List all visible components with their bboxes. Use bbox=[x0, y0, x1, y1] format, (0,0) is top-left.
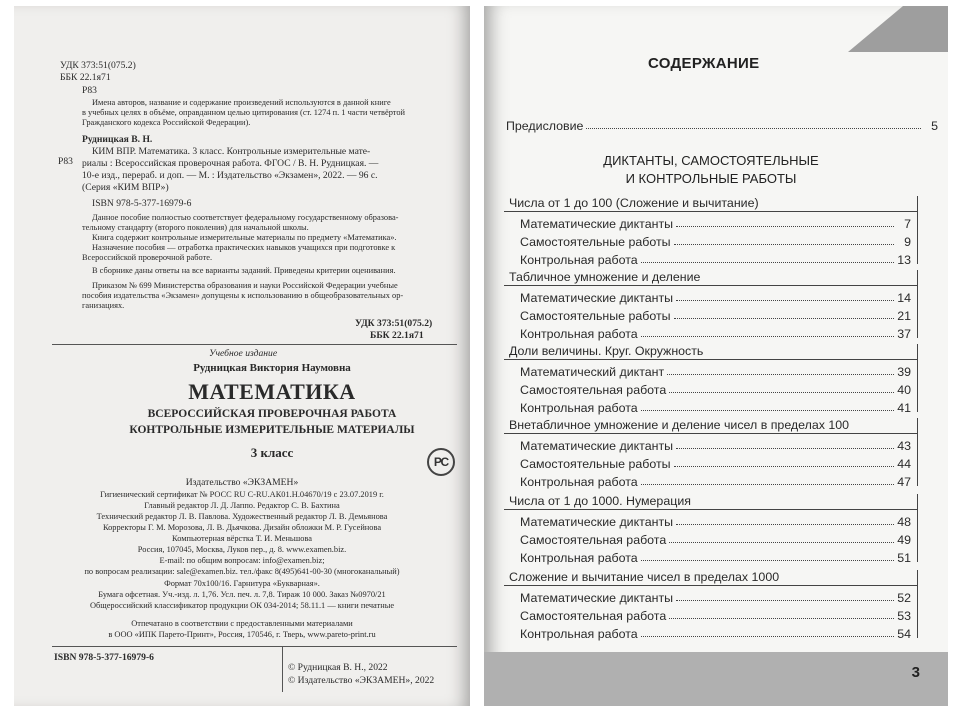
section-heading: И КОНТРОЛЬНЫЕ РАБОТЫ bbox=[625, 171, 797, 186]
page-footer-band bbox=[484, 652, 948, 706]
copyright-note-line: Гражданского кодекса Российской Федерации). bbox=[82, 118, 251, 127]
author-heading: Рудницкая В. Н. bbox=[82, 134, 153, 145]
leader-dots bbox=[674, 466, 894, 467]
toc-entry-label: Самостоятельная работа bbox=[520, 383, 667, 397]
toc-entry-label: Математические диктанты bbox=[520, 515, 674, 529]
toc-group-title: Числа от 1 до 100 (Сложение и вычитание) bbox=[509, 196, 759, 210]
toc-entry[interactable] bbox=[520, 588, 911, 605]
section-heading: ДИКТАНТЫ, САМОСТОЯТЕЛЬНЫЕ bbox=[603, 153, 819, 168]
toc-entry[interactable] bbox=[520, 250, 911, 267]
toc-group bbox=[504, 196, 918, 267]
annotation-line: Приказом № 699 Министерства образования и науки Российской Федерации учебные bbox=[92, 281, 398, 290]
toc-group-title: Числа от 1 до 1000. Нумерация bbox=[509, 494, 691, 508]
imprint-line: Главный редактор Л. Д. Лаппо. Редактор С. В. Бахтина bbox=[144, 501, 340, 510]
toc-entry-label: Математический диктант bbox=[520, 365, 665, 379]
toc-entry-preface[interactable] bbox=[506, 116, 938, 133]
toc-page-number: 48 bbox=[897, 515, 911, 529]
imprint-line: Формат 70x100/16. Гарнитура «Букварная». bbox=[164, 579, 320, 588]
toc-group-title: Доли величины. Круг. Окружность bbox=[509, 344, 704, 358]
divider bbox=[504, 359, 918, 360]
toc-page-number: 51 bbox=[897, 551, 911, 565]
toc-entry[interactable] bbox=[520, 214, 911, 231]
imprint-line: по вопросам реализации: sale@examen.biz. тел./факс 8(495)641-00-30 (многоканальный) bbox=[84, 567, 400, 576]
biblio-line: (Серия «КИМ ВПР») bbox=[82, 182, 169, 193]
imprint-line: в ООО «ИПК Парето-Принт», Россия, 170546, г. Тверь, www.pareto-print.ru bbox=[108, 630, 376, 639]
toc-entry[interactable] bbox=[520, 606, 911, 623]
toc-group-title: Внетабличное умножение и деление чисел в пределах 100 bbox=[509, 418, 850, 432]
toc-group bbox=[504, 344, 918, 415]
annotation-line: В сборнике даны ответы на все варианты заданий. Приведены критерии оценивания. bbox=[92, 266, 396, 275]
imprint-line: Технический редактор Л. В. Павлова. Художественный редактор Л. В. Демьянова bbox=[96, 512, 388, 521]
toc-entry-label: Контрольная работа bbox=[520, 327, 638, 341]
toc-page-number: 7 bbox=[904, 217, 911, 231]
toc-entry[interactable] bbox=[520, 454, 911, 471]
leader-dots bbox=[676, 448, 894, 449]
page-corner-decoration bbox=[848, 6, 948, 52]
leader-dots bbox=[641, 336, 894, 337]
author-full-name: Рудницкая Виктория Наумовна bbox=[193, 362, 351, 374]
toc-page-number: 41 bbox=[897, 401, 911, 415]
toc-group bbox=[504, 270, 918, 341]
toc-entry[interactable] bbox=[520, 530, 911, 547]
toc-entry[interactable] bbox=[520, 288, 911, 305]
toc-group-title: Сложение и вычитание чисел в пределах 1000 bbox=[509, 570, 780, 584]
author-code: Р83 bbox=[82, 85, 97, 96]
toc-entry-label: Контрольная работа bbox=[520, 627, 638, 641]
grade-label: 3 класс bbox=[250, 445, 294, 460]
toc-entry[interactable] bbox=[520, 398, 911, 415]
imprint-line: E-mail: по общим вопросам: info@examen.biz; bbox=[159, 556, 325, 565]
toc-entry-label: Контрольная работа bbox=[520, 551, 638, 565]
book-subtitle: ВСЕРОССИЙСКАЯ ПРОВЕРОЧНАЯ РАБОТА bbox=[147, 408, 397, 420]
toc-entry-label: Математические диктанты bbox=[520, 591, 674, 605]
divider bbox=[52, 344, 457, 345]
annotation-line: Книга содержит контрольные измерительные материалы по предмету «Математика». bbox=[92, 233, 397, 242]
toc-page-number: 47 bbox=[897, 475, 911, 489]
toc-page-number: 37 bbox=[897, 327, 911, 341]
imprint-line: Корректоры Г. М. Морозова, Л. В. Дьячкова. Дизайн обложки М. Р. Гусейнова bbox=[102, 523, 382, 532]
biblio-line: 10-е изд., перераб. и доп. — М. : Издательство «Экзамен», 2022. — 96 с. bbox=[82, 170, 378, 181]
toc-group bbox=[504, 418, 918, 489]
annotation-line: тельному стандарту (второго поколения) для начальной школы. bbox=[82, 223, 309, 232]
imprint-line: Компьютерная вёрстка Т. И. Меньшова bbox=[172, 534, 312, 543]
toc-entry-label: Математические диктанты bbox=[520, 291, 674, 305]
toc-page-number: 53 bbox=[897, 609, 911, 623]
biblio-line: КИМ ВПР. Математика. 3 класс. Контрольные измерительные мате- bbox=[92, 146, 371, 157]
annotation-line: пособия издательства «Экзамен» допущены к использованию в общеобразовательных ор- bbox=[82, 291, 404, 300]
leader-dots bbox=[669, 392, 894, 393]
toc-page-number: 43 bbox=[897, 439, 911, 453]
toc-entry-label: Самостоятельные работы bbox=[520, 457, 671, 471]
toc-page-number: 49 bbox=[897, 533, 911, 547]
toc-page-number: 39 bbox=[897, 365, 911, 379]
divider bbox=[504, 285, 918, 286]
leader-dots bbox=[669, 542, 894, 543]
divider bbox=[282, 646, 283, 692]
toc-page-number: 52 bbox=[897, 591, 911, 605]
toc-entry-label: Контрольная работа bbox=[520, 401, 638, 415]
divider bbox=[504, 433, 918, 434]
biblio-line: риалы : Всероссийская проверочная работа. ФГОС / В. Н. Рудницкая. — bbox=[82, 158, 379, 169]
leader-dots bbox=[641, 262, 894, 263]
toc-page-number: 40 bbox=[897, 383, 911, 397]
toc-entry[interactable] bbox=[520, 548, 911, 565]
divider bbox=[504, 509, 918, 510]
copyright-publisher: © Издательство «ЭКЗАМЕН», 2022 bbox=[288, 675, 435, 686]
page-number: 3 bbox=[911, 664, 920, 681]
imprint-page bbox=[14, 6, 470, 706]
contents-page bbox=[484, 6, 948, 706]
leader-dots bbox=[586, 128, 921, 129]
divider bbox=[52, 646, 457, 647]
toc-entry-label: Самостоятельная работа bbox=[520, 609, 667, 623]
imprint-line: Отпечатано в соответствии с предоставленными материалами bbox=[131, 619, 353, 628]
toc-group bbox=[504, 570, 918, 641]
leader-dots bbox=[674, 318, 894, 319]
toc-entry-label: Самостоятельные работы bbox=[520, 235, 671, 249]
toc-entry[interactable] bbox=[520, 624, 911, 641]
certification-logo-icon: РС bbox=[427, 448, 455, 476]
divider bbox=[504, 585, 918, 586]
copyright-note-line: в учебных целях в объёме, оправданном целью цитирования (ст. 1274 п. 1 части четвёртой bbox=[82, 108, 406, 117]
annotation-line: ганизациях. bbox=[82, 301, 125, 310]
copyright-note-line: Имена авторов, название и содержание произведений используются в данной книге bbox=[92, 98, 391, 107]
toc-entry[interactable] bbox=[520, 512, 911, 529]
toc-page-number: 14 bbox=[897, 291, 911, 305]
divider bbox=[504, 211, 918, 212]
toc-page-number: 21 bbox=[897, 309, 911, 323]
toc-entry-label: Математические диктанты bbox=[520, 439, 674, 453]
copyright-author: © Рудницкая В. Н., 2022 bbox=[288, 662, 388, 673]
leader-dots bbox=[674, 244, 894, 245]
toc-entry[interactable] bbox=[520, 362, 911, 379]
udk-code-right: УДК 373:51(075.2) bbox=[355, 318, 433, 329]
leader-dots bbox=[676, 226, 894, 227]
toc-entry[interactable] bbox=[520, 380, 911, 397]
bbk-code: ББК 22.1я71 bbox=[60, 72, 111, 83]
toc-entry[interactable] bbox=[520, 472, 911, 489]
annotation-line: Данное пособие полностью соответствует федеральному государственному образова- bbox=[92, 213, 399, 222]
toc-entry-label: Математические диктанты bbox=[520, 217, 674, 231]
toc-page-number: 9 bbox=[904, 235, 911, 249]
toc-page-number: 44 bbox=[897, 457, 911, 471]
author-code-side: Р83 bbox=[58, 156, 73, 167]
annotation-line: Назначение пособия — отработка практических навыков учащихся при подготовке к bbox=[92, 243, 396, 252]
toc-entry-label: Контрольная работа bbox=[520, 475, 638, 489]
publisher-name: Издательство «ЭКЗАМЕН» bbox=[185, 477, 299, 488]
leader-dots bbox=[641, 410, 894, 411]
toc-entry-label: Самостоятельные работы bbox=[520, 309, 671, 323]
toc-entry[interactable] bbox=[520, 306, 911, 323]
toc-entry[interactable] bbox=[520, 436, 911, 453]
toc-entry[interactable] bbox=[520, 324, 911, 341]
edition-type: Учебное издание bbox=[209, 348, 278, 359]
toc-entry-label: Контрольная работа bbox=[520, 253, 638, 267]
book-title: МАТЕМАТИКА bbox=[188, 379, 356, 404]
toc-page-number: 5 bbox=[931, 119, 938, 133]
leader-dots bbox=[676, 300, 894, 301]
toc-entry-label: Предисловие bbox=[506, 119, 584, 133]
toc-entry[interactable] bbox=[520, 232, 911, 249]
toc-group-title: Табличное умножение и деление bbox=[509, 270, 701, 284]
isbn-top: ISBN 978-5-377-16979-6 bbox=[92, 198, 192, 209]
leader-dots bbox=[667, 374, 894, 375]
bbk-code-right: ББК 22.1я71 bbox=[370, 330, 424, 341]
leader-dots bbox=[676, 600, 894, 601]
leader-dots bbox=[641, 636, 894, 637]
imprint-line: Общероссийский классификатор продукции ОК 034-2014; 58.11.1 — книги печатные bbox=[89, 601, 395, 610]
toc-title: СОДЕРЖАНИЕ bbox=[648, 55, 760, 72]
leader-dots bbox=[641, 560, 894, 561]
isbn-bottom: ISBN 978-5-377-16979-6 bbox=[54, 652, 154, 663]
toc-page-number: 54 bbox=[897, 627, 911, 641]
udk-code: УДК 373:51(075.2) bbox=[60, 60, 136, 71]
imprint-line: Гигиенический сертификат № РОСС RU С-RU.АК01.Н.04670/19 с 23.07.2019 г. bbox=[100, 490, 384, 499]
imprint-line: Россия, 107045, Москва, Луков пер., д. 8. www.examen.biz. bbox=[137, 545, 347, 554]
leader-dots bbox=[641, 484, 894, 485]
toc-entry-label: Самостоятельная работа bbox=[520, 533, 667, 547]
imprint-line: Бумага офсетная. Уч.-изд. л. 1,76. Усл. печ. л. 7,8. Тираж 10 000. Заказ №0970/21 bbox=[98, 590, 386, 599]
toc-group bbox=[504, 494, 918, 565]
annotation-line: Всероссийской проверочной работе. bbox=[82, 253, 213, 262]
book-subtitle: КОНТРОЛЬНЫЕ ИЗМЕРИТЕЛЬНЫЕ МАТЕРИАЛЫ bbox=[129, 424, 415, 436]
leader-dots bbox=[669, 618, 894, 619]
toc-page-number: 13 bbox=[897, 253, 911, 267]
leader-dots bbox=[676, 524, 894, 525]
